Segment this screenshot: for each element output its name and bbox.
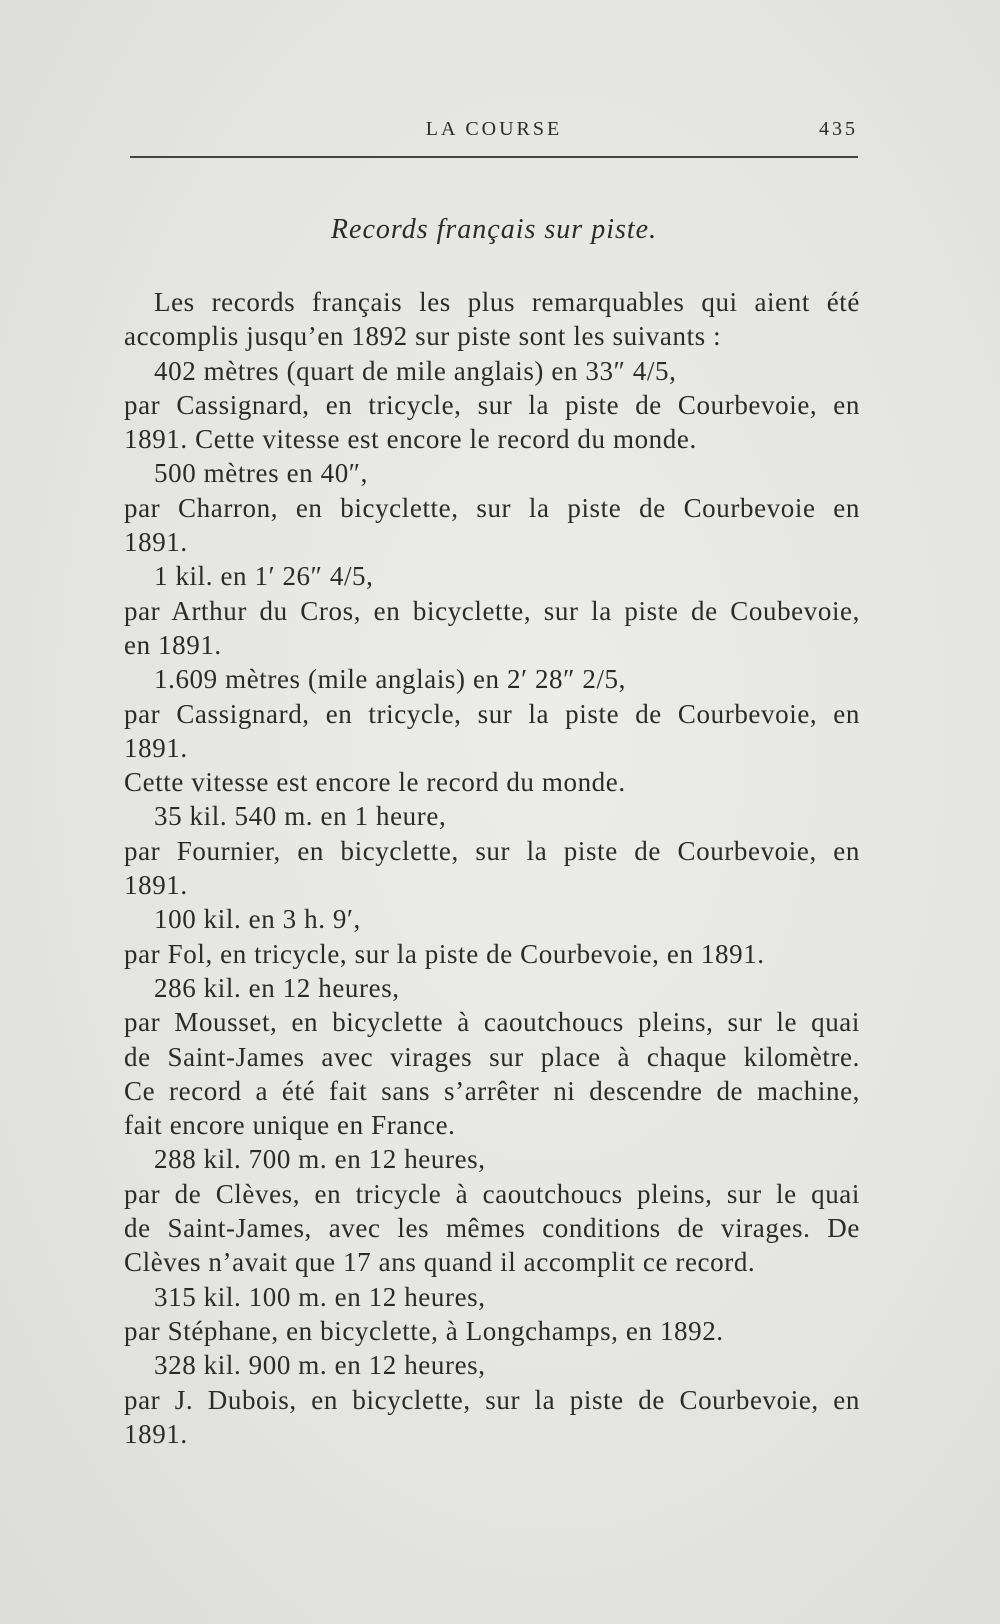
text-line: par Mousset, en bicyclette à caoutchoucs pleins, sur le quai — [124, 1007, 860, 1038]
text-line: par Fournier, en bicyclette, sur la piste de Courbevoie, en — [124, 835, 860, 866]
text-line: par J. Dubois, en bicyclette, sur la piste de Courbevoie, en — [124, 1384, 860, 1415]
text-line: 35 kil. 540 m. en 1 heure, — [154, 801, 447, 832]
text-line: 1891. — [124, 527, 188, 558]
text-line: 100 kil. en 3 h. 9′, — [154, 904, 361, 935]
text-line: accomplis jusqu’en 1892 sur piste sont les suivants : — [124, 321, 722, 352]
text-line: par Fol, en tricycle, sur la piste de Courbevoie, en 1891. — [124, 938, 765, 969]
text-line: Ce record a été fait sans s’arrêter ni descendre de machine, — [124, 1075, 860, 1106]
text-line: 1891. — [124, 1418, 188, 1449]
text-line: 286 kil. en 12 heures, — [154, 972, 400, 1003]
text-line: 1891. Cette vitesse est encore le record du monde. — [124, 424, 697, 455]
text-line: par Cassignard, en tricycle, sur la piste de Courbevoie, en — [124, 698, 860, 729]
text-line: 500 mètres en 40″, — [154, 458, 368, 489]
page-number: 435 — [819, 118, 858, 140]
text-line: 1891. — [124, 870, 188, 901]
text-line: 1891. — [124, 732, 188, 763]
header-rule — [130, 156, 858, 158]
text-line: 402 mètres (quart de mile anglais) en 33″ 4/5, — [154, 355, 677, 386]
text-line: Les records français les plus remarquables qui aient été — [154, 287, 860, 317]
page-header — [130, 118, 858, 150]
text-line: 328 kil. 900 m. en 12 heures, — [154, 1350, 486, 1381]
text-line: Clèves n’avait que 17 ans quand il accomplit ce record. — [124, 1247, 756, 1278]
text-line: par de Clèves, en tricycle à caoutchoucs pleins, sur le quai — [124, 1178, 860, 1209]
text-line: de Saint-James, avec les mêmes conditions de virages. De — [124, 1213, 860, 1244]
text-line: en 1891. — [124, 629, 222, 660]
text-line: 288 kil. 700 m. en 12 heures, — [154, 1144, 486, 1175]
section-title: Records français sur piste. — [330, 214, 658, 245]
text-line: de Saint-James avec virages sur place à chaque kilomètre. — [124, 1041, 860, 1072]
text-line: par Arthur du Cros, en bicyclette, sur la piste de Coubevoie, — [124, 595, 860, 626]
text-line: par Cassignard, en tricycle, sur la piste de Courbevoie, en — [124, 389, 860, 420]
text-line: 1.609 mètres (mile anglais) en 2′ 28″ 2/5, — [154, 664, 627, 695]
body-text — [124, 285, 860, 1451]
running-title: LA COURSE — [425, 118, 563, 140]
text-line: 1 kil. en 1′ 26″ 4/5, — [154, 561, 374, 592]
text-line: fait encore unique en France. — [124, 1110, 456, 1141]
text-line: par Stéphane, en bicyclette, à Longchamps, en 1892. — [124, 1315, 724, 1346]
text-line: par Charron, en bicyclette, sur la piste de Courbevoie en — [124, 492, 860, 523]
text-line: Cette vitesse est encore le record du monde. — [124, 767, 626, 798]
text-line: 315 kil. 100 m. en 12 heures, — [154, 1281, 486, 1312]
